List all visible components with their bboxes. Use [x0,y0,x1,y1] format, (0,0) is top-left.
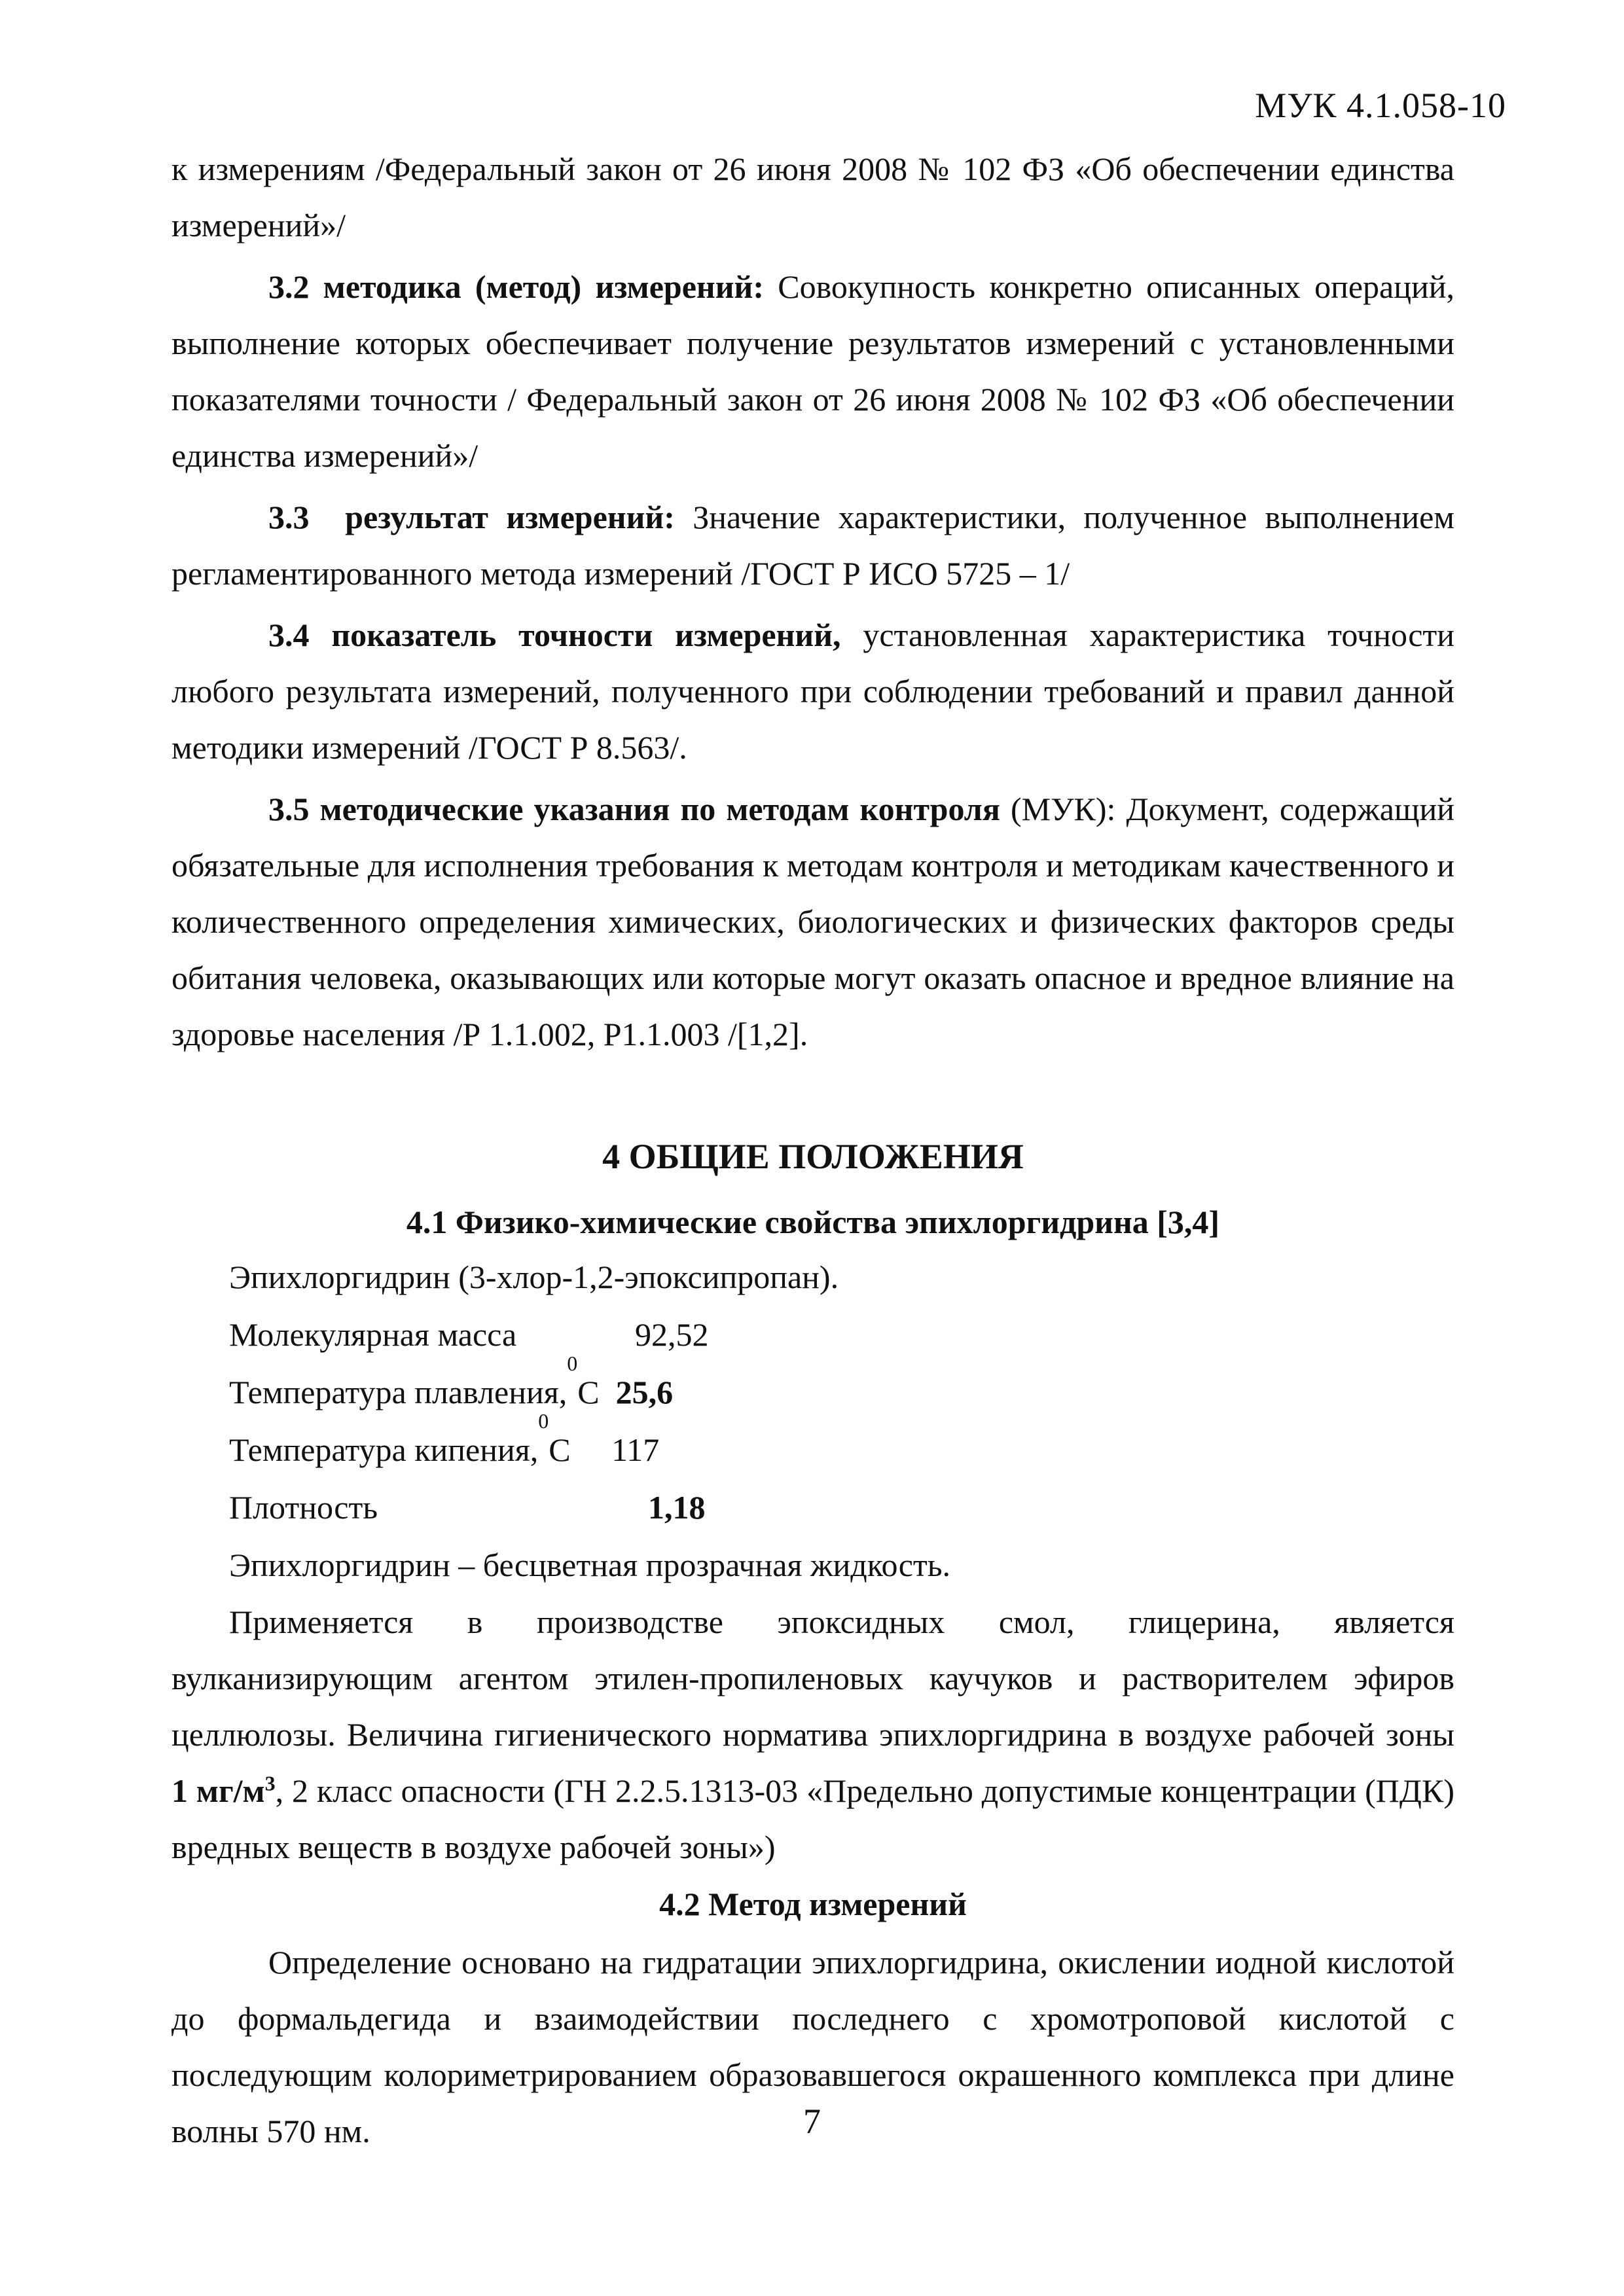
definition-number: 3.2 [268,268,310,305]
definition-term: методические указания по методам контроля [319,791,1000,827]
property-row-density [229,1479,1454,1536]
definition-3-2 [171,259,1454,484]
substance-text: Эпихлоргидрин (3-хлор-1,2-эпоксипропан). [229,1259,839,1295]
property-row-boiling [229,1409,1454,1479]
usage-first-line [229,1594,1454,1650]
property-label: Температура кипения, [229,1431,539,1468]
usage-word: в [467,1604,483,1640]
property-value: 1,18 [648,1489,706,1526]
definition-term: результат измерений: [345,499,675,535]
usage-word: производстве [536,1604,723,1640]
definition-term: показатель точности измерений, [331,617,841,653]
description-text: Эпихлоргидрин – бесцветная прозрачная жидкость. [229,1547,951,1583]
substance-description [229,1536,1454,1594]
usage-word: глицерина, [1128,1604,1280,1640]
definition-text: (МУК): Документ, содержащий обязательные для исполнения требования к методам контроля и методикам качественного и количественного определения химических, биологических и физических факторов среды обитания человека, оказывающих или которые могут оказать опасное и вредное влияние на здоровье населения /Р 1.1.002, Р1.1.003 /[1,2]. [171,791,1454,1052]
definition-3-3 [171,489,1454,601]
usage-word: Применяется [229,1604,414,1640]
substance-name [229,1248,1454,1306]
definition-number: 3.4 [268,617,310,653]
property-label: Температура плавления, [229,1374,568,1410]
definition-term: методика (метод) измерений: [323,268,764,305]
properties-list [229,1248,1454,1594]
subsection-title-4-2: 4.2 Метод измерений [659,1886,967,1922]
property-label: Плотность [229,1489,378,1526]
usage-word: эпоксидных [777,1604,945,1640]
usage-paragraph [171,1650,1454,1875]
property-value: 25,6 [615,1374,674,1410]
subsection-title-4-1: 4.1 Физико-химические свойства эпихлоргидрина [3,4] [406,1204,1220,1240]
paragraph-text: к измерениям /Федеральный закон от 26 июня 2008 № 102 ФЗ «Об обеспечении единства измерений»/ [171,151,1454,243]
property-unit-sup: 0 [538,1409,549,1433]
definition-text: Значение характеристики, полученное выполнением регламентированного метода измерений /ГОСТ Р ИСО 5725 – 1/ [171,499,1455,592]
definition-text: Совокупность конкретно описанных операций, выполнение которых обеспечивает получение результатов измерений с установленными показателями точности / Федеральный закон от 26 июня 2008 № 102 ФЗ «Об обеспечении единства измерений»/ [171,268,1454,474]
usage-text: , 2 класс опасности (ГН 2.2.5.1313-03 «Предельно допустимые концентрации (ПДК) вредных веществ в воздухе рабочей зоны») [171,1772,1454,1865]
usage-text: вулканизирующим агентом этилен-пропиленовых каучуков и растворителем эфиров целлюлозы. Величина гигиенического норматива эпихлоргидрина в воздухе рабочей зоны [171,1660,1454,1753]
definition-number: 3.3 [268,499,310,535]
property-unit-sup: 0 [567,1352,578,1375]
page-content [171,141,1454,2159]
norm-sup: 3 [264,1771,276,1795]
page-number: 7 [803,2102,821,2141]
property-value: 92,52 [635,1316,709,1353]
property-row-molar-mass [229,1306,1454,1363]
property-value: 117 [611,1431,660,1468]
paragraph-continuation [171,141,1454,253]
definition-text: установленная характеристика точности любого результата измерений, полученного при соблюдении требований и правил данной методики измерений /ГОСТ Р 8.563/. [171,617,1455,766]
property-unit: С [577,1374,600,1410]
definition-number: 3.5 [268,791,310,827]
norm-value: 1 мг/м [171,1772,265,1809]
section-title: 4 ОБЩИЕ ПОЛОЖЕНИЯ [602,1137,1024,1176]
property-label: Молекулярная масса [229,1316,517,1353]
document-code: МУК 4.1.058-10 [1255,86,1506,125]
usage-word: является [1334,1604,1454,1640]
definition-3-5 [171,781,1454,1062]
definition-3-4 [171,607,1454,776]
property-row-melting [229,1352,1454,1421]
method-text: Определение основано на гидратации эпихлоргидрина, окислении иодной кислотой до формальдегида и взаимодействии последнего с хромотроповой кислотой с последующим колориметрированием образовавшегося окрашенного комплекса при длине волны 570 нм. [171,1944,1454,2149]
property-unit: С [549,1431,571,1468]
usage-word: смол, [998,1604,1075,1640]
